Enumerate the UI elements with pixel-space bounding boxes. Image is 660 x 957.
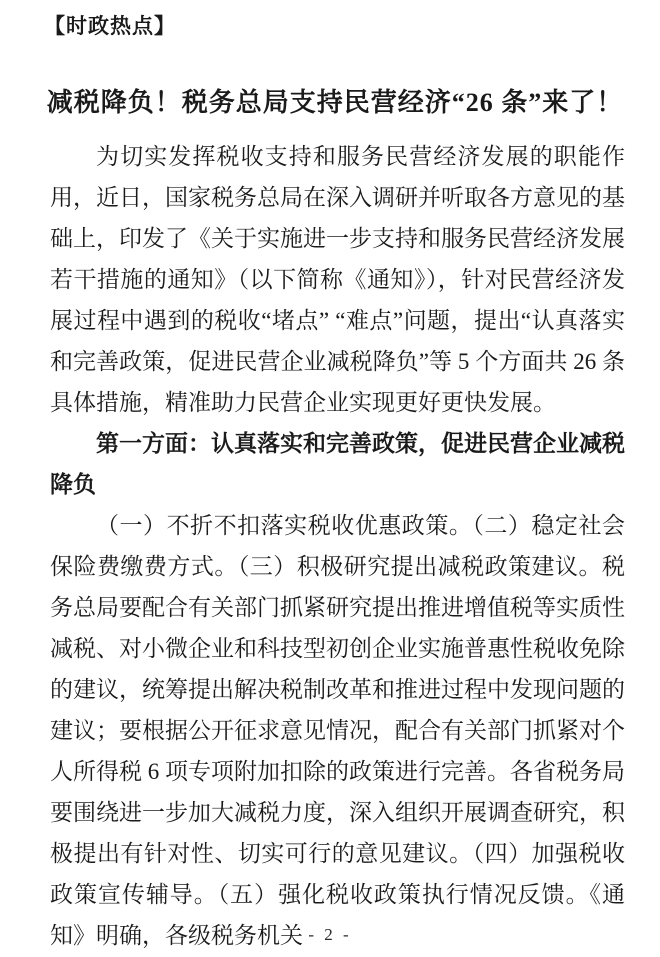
section-heading: 第一方面：认真落实和完善政策，促进民营企业减税降负 [50,431,625,497]
body-paragraph: 为切实发挥税收支持和服务民营经济发展的职能作用，近日，国家税务总局在深入调研并听取各方意见的基础上，印发了《关于实施进一步支持和服务民营经济发展若干措施的通知》（以下简称《通知》），针对民营经济发展过程中遇到的税收“堵点” “难点”问题，提出“认真落实和完善政策，促进民营企业减税降负”等 5 个方面共 26 条具体措施，精准助力民营企业实现更好更快发展。 [50,144,625,415]
body-paragraph: （一）不折不扣落实税收优惠政策。（二）稳定社会保险费缴费方式。（三）积极研究提出减税政策建议。税务总局要配合有关部门抓紧研究提出推进增值税等实质性减税、对小微企业和科技型初创企业实施普惠性税收免除的建议，统筹提出解决税制改革和推进过程中发现问题的建议；要根据公开征求意见情况，配合有关部门抓紧对个人所得税 6 项专项附加扣除的政策进行完善。各省税务局要围绕进一步加大减税力度，深入组织开展调查研究，积极提出有针对性、切实可行的意见建议。（四）加强税收政策宣传辅导。（五）强化税收政策执行情况反馈。《通知》明确，各级税务机关 [50,513,625,948]
article-body [50,136,625,956]
article-title: 减税降负！税务总局支持民营经济“26 条”来了！ [46,88,624,117]
page-number: - 2 - [308,925,352,944]
page-footer [0,925,660,945]
section-tag: 【时政热点】 [44,15,176,38]
